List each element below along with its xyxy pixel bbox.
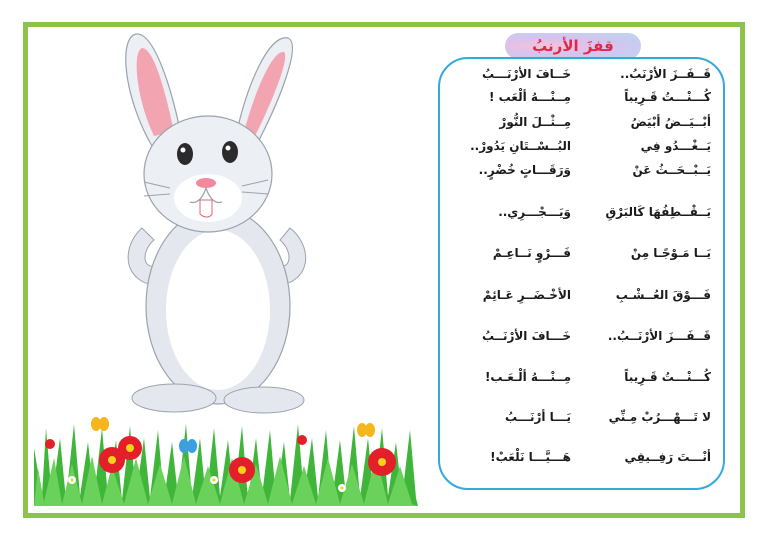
poem-line-left: وَيَـــجْـــرِي..: [498, 205, 571, 219]
rabbit-scene: [32, 28, 420, 506]
poem-line-right: قَــفَـــزَ الأرْنَــبُ..: [607, 329, 711, 343]
poem-box: [438, 57, 725, 490]
poem-line-right: أنْـــتَ رَفِــيقِي: [624, 450, 711, 464]
poem-line-left: خَـــافَ الأرْنَــبُ: [482, 329, 571, 343]
poem-line-right: كُـــنْـــتُ قَـرِيباً: [624, 370, 711, 384]
poem-line-left: وَرَقَـــاتٍ خُضْرٍ..: [478, 163, 571, 177]
poem-title: قفزَ الأرنبُ: [532, 37, 614, 55]
poem-line-left: مِــنْـــهُ ألْعَب !: [488, 90, 571, 104]
poem-line-right: يَــغْـــدُو فِي: [640, 139, 711, 153]
poem-line-right: كُـــنْـــتُ قَـرِيباً: [624, 90, 711, 104]
poem-line-left: خَــافَ الأرْنَـــبُ: [482, 67, 571, 81]
poem-line-left: هَـــيَّـــا نَلْعَبْ!: [490, 450, 571, 464]
title-banner: [505, 33, 641, 59]
poem-line-left: مِــثْــلَ النُّورْ: [499, 115, 571, 129]
poem-line-right: يَــبْــحَــثُ عَنْ: [632, 163, 711, 177]
rabbit-illustration: [126, 34, 306, 413]
poem-line-right: لا تَـــهْـــرُبْ مِـنِّي: [608, 410, 711, 424]
poem-line-right: فَـــوْقَ العُــشْـبِ: [615, 288, 711, 302]
poem-line-left: مِــنْـــهُ ألْـعَـب!: [484, 370, 571, 384]
poem-line-right: يَــقْــطِفُهَا كَالبَرْقِ: [605, 205, 711, 219]
poem-line-left: يَـــا أرْنَـــبُ: [504, 410, 571, 424]
poem-line-right: أبْــيَــضُ أبْيَضُ: [630, 115, 711, 129]
poem-line-left: الأخْـضَــرِ عَـائِمْ: [482, 288, 571, 302]
poem-line-left: فَـــرْوٍ نَــاعِـمْ: [492, 246, 571, 260]
poem-line-right: قَــفَــزَ الأرْنَبُ..: [620, 67, 711, 81]
poem-line-left: البُــسْــتَانِ يَدُورْ..: [470, 139, 571, 153]
poem-line-right: يَــا مَـوْجًـا مِنْ: [630, 246, 711, 260]
